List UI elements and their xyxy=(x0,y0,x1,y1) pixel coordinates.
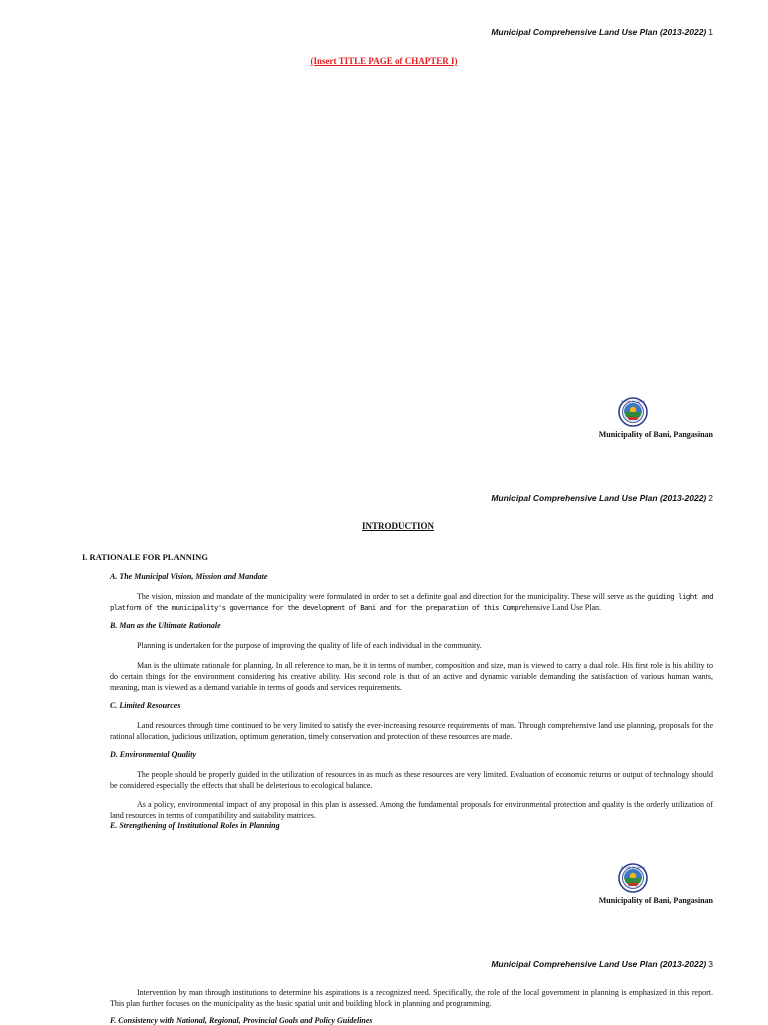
paragraph-d2: As a policy, environmental impact of any proposal in this plan is assessed. Among the fundamental proposals for environmental protection and quality is the orderly utilization of land resources in terms of compatibility and suitability matrices. xyxy=(110,800,713,820)
municipality-caption: Municipality of Bani, Pangasinan xyxy=(598,896,713,905)
paragraph-d1: The people should be properly guided in the utilization of resources in as much as these resources are very limited. Evaluation of economic returns or output of technology should be considered especially the effects that shall be deleterious to ecological balance. xyxy=(110,770,713,790)
running-header-text: Municipal Comprehensive Land Use Plan (2013-2022) xyxy=(491,959,707,969)
subsection-heading-d: D. Environmental Quality xyxy=(110,750,197,759)
running-header-page-2 xyxy=(491,493,713,503)
page-number: 2 xyxy=(708,493,713,503)
insert-title-note: (Insert TITLE PAGE of CHAPTER I) xyxy=(310,56,458,66)
running-header-text: Municipal Comprehensive Land Use Plan (2013-2022) xyxy=(491,493,707,503)
municipal-seal-icon xyxy=(618,863,648,893)
paragraph-a1-quirk-text: guiding light and platform of the municipality's governance for the development of Bani and for the preparation of this Compr xyxy=(110,592,713,612)
page-title: INTRODUCTION xyxy=(361,521,434,531)
page-number: 1 xyxy=(708,27,713,37)
subsection-heading-b: B. Man as the Ultimate Rationale xyxy=(110,621,221,630)
paragraph-b1: Planning is undertaken for the purpose of improving the quality of life of each individual in the community. xyxy=(137,641,482,650)
subsection-heading-c: C. Limited Resources xyxy=(110,701,181,710)
page-number: 3 xyxy=(708,959,713,969)
municipal-seal-icon xyxy=(618,397,648,427)
municipality-caption: Municipality of Bani, Pangasinan xyxy=(598,430,713,439)
running-header-text: Municipal Comprehensive Land Use Plan (2013-2022) xyxy=(491,27,707,37)
subsection-heading-a: A. The Municipal Vision, Mission and Mandate xyxy=(110,572,268,581)
paragraph-b2: Man is the ultimate rationale for planning. In all reference to man, be it in terms of number, composition and size, man is viewed to carry a dual role. His first role is his ability to do certain things for the environment considering his creative ability. His second role is that of an active and dynamic variable demanding the satisfaction of various human wants, meaning, man is viewed as a demand variable in terms of goods and services requirements. xyxy=(110,661,713,692)
subsection-heading-f: F. Consistency with National, Regional, Provincial Goals and Policy Guidelines xyxy=(110,1016,373,1025)
paragraph-e1: Intervention by man through institutions to determine his aspirations is a recognized need. Specifically, the role of the local government in planning is emphasized in this report. This plan further focuses on the municipality as the basic spatial unit and building block in planning and programming. xyxy=(110,988,713,1008)
paragraph-a1-line1: The vision, mission and mandate of the municipality were formulated in order to set a definite goal and direction for the municipality. These will serve as the xyxy=(137,592,645,601)
section-heading: I. RATIONALE FOR PLANNING xyxy=(82,552,208,562)
subsection-heading-e: E. Strengthening of Institutional Roles in Planning xyxy=(110,821,280,830)
svg-text:BAYAN NG BANI: BAYAN NG BANI xyxy=(621,865,645,870)
running-header-page-3 xyxy=(491,959,713,969)
paragraph-a1 xyxy=(110,591,713,613)
running-header-page-1 xyxy=(491,27,713,37)
paragraph-a1-tail: ehensive Land Use Plan. xyxy=(521,603,601,612)
svg-text:BAYAN NG BANI: BAYAN NG BANI xyxy=(621,399,645,404)
paragraph-c1: Land resources through time continued to be very limited to satisfy the ever-increasing resource requirements of man. Through comprehensive land use planning, proposals for the rational allocation, judicious utilization, optimum generation, timely conservation and protection of these resources are made. xyxy=(110,721,713,741)
